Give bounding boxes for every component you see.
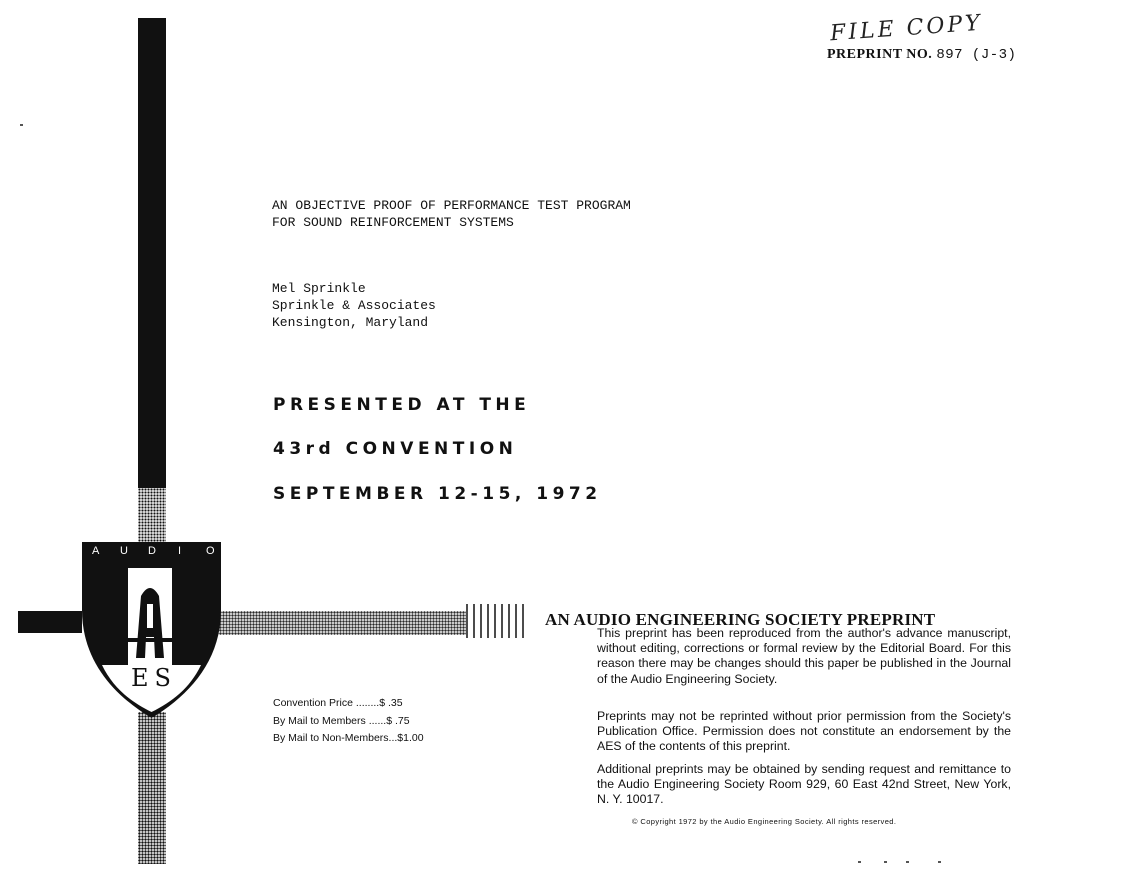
presented-heading: PRESENTED AT THE bbox=[273, 395, 531, 415]
convention-heading: 43rd CONVENTION bbox=[273, 439, 518, 459]
aes-logo bbox=[80, 540, 223, 720]
scan-speck bbox=[884, 861, 887, 863]
horizontal-bar-halftone bbox=[216, 611, 466, 635]
date-heading: SEPTEMBER 12-15, 1972 bbox=[273, 484, 602, 504]
logo-letter: A bbox=[92, 545, 100, 557]
notice-paragraph: Preprints may not be reprinted without prior permission from the Society's Publication Office. Permission does not constitute an endorsement by the AES of the contents of this preprint. bbox=[597, 709, 1011, 754]
copyright-notice: © Copyright 1972 by the Audio Engineering Society. All rights reserved. bbox=[632, 817, 897, 826]
horizontal-bar bbox=[18, 611, 82, 633]
author-location: Kensington, Maryland bbox=[272, 315, 429, 330]
price-row: Convention Price ........$ .35 bbox=[273, 697, 403, 709]
vertical-bar bbox=[138, 18, 166, 488]
horizontal-bar-fade bbox=[466, 604, 528, 638]
preprint-label: PREPRINT NO. bbox=[827, 47, 933, 62]
logo-letter: D bbox=[148, 545, 156, 557]
paper-title-line: AN OBJECTIVE PROOF OF PERFORMANCE TEST PROGRAM bbox=[272, 198, 631, 213]
notice-paragraph: This preprint has been reproduced from the author's advance manuscript, without editing, corrections or formal review by the Editorial Board. For this reason there may be changes should this paper be published in the Journal of the Audio Engineering Society. bbox=[597, 626, 1011, 686]
scan-speck bbox=[20, 124, 23, 126]
preprint-value: 897 (J-3) bbox=[936, 47, 1017, 63]
preprint-heading: AN AUDIO ENGINEERING SOCIETY PREPRINT bbox=[545, 610, 936, 629]
logo-letter: U bbox=[120, 545, 128, 557]
preprint-number bbox=[827, 47, 1016, 63]
vertical-bar-halftone-bottom bbox=[138, 712, 166, 864]
notice-paragraph: Additional preprints may be obtained by sending request and remittance to the Audio Engineering Society Room 929, 60 East 42nd Street, New York, N. Y. 10017. bbox=[597, 762, 1011, 807]
handwritten-note: FILE COPY bbox=[829, 10, 984, 47]
logo-letter: I bbox=[178, 545, 182, 557]
author-affiliation: Sprinkle & Associates bbox=[272, 298, 436, 313]
scan-speck bbox=[906, 861, 909, 863]
logo-letter: O bbox=[206, 545, 215, 557]
scan-speck bbox=[858, 861, 861, 863]
price-row: By Mail to Members ......$ .75 bbox=[273, 714, 410, 727]
vertical-bar-halftone-top bbox=[138, 488, 166, 548]
price-row: By Mail to Non-Members...$1.00 bbox=[273, 732, 424, 744]
logo-bottom-text: ES bbox=[131, 664, 177, 692]
shield-icon bbox=[80, 540, 223, 720]
scan-speck bbox=[938, 861, 941, 863]
paper-title-line: FOR SOUND REINFORCEMENT SYSTEMS bbox=[272, 215, 514, 230]
author-name: Mel Sprinkle bbox=[272, 281, 366, 296]
price-list bbox=[273, 695, 424, 748]
